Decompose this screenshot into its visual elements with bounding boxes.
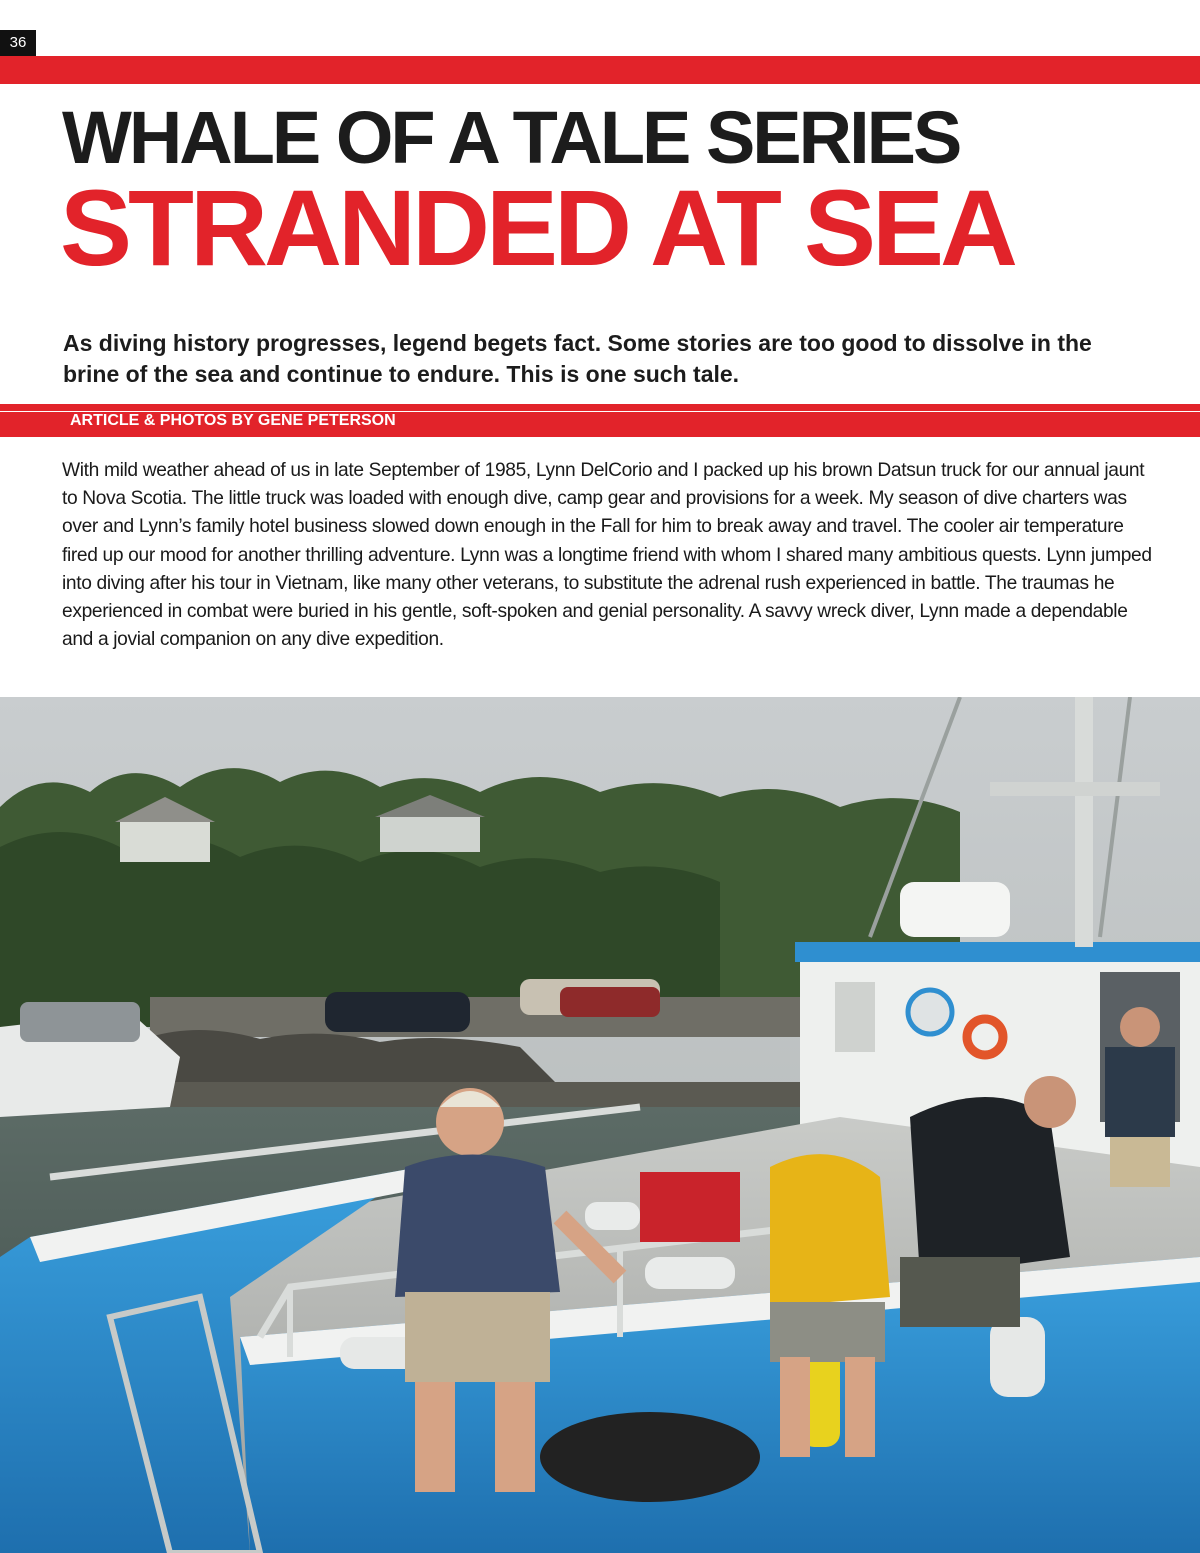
byline: ARTICLE & PHOTOS BY GENE PETERSON [70,412,396,429]
top-red-rule [0,56,1200,84]
dive-boat-photo [0,697,1200,1553]
photo-illustration [0,697,1200,1553]
page-number: 36 [0,30,36,56]
article-title: STRANDED AT SEA [60,167,1015,288]
article-deck: As diving history progresses, legend begets fact. Some stories are too good to dissolve in the brine of the sea and continue to endure. This is one such tale. [63,330,1092,387]
article-body: With mild weather ahead of us in late September of 1985, Lynn DelCorio and I packed up his brown Datsun truck for our annual jaunt to Nova Scotia. The little truck was loaded with enough dive, camp gear and provisions for a week. My season of dive charters was over and Lynn’s family hotel business slowed down enough in the Fall for him to break away and travel. The cooler air temperature fired up our mood for another thrilling adventure. Lynn was a longtime friend with whom I shared many ambitious quests. Lynn jumped into diving after his tour in Vietnam, like many other veterans, to substitute the adrenal rush experienced in battle. The traumas he experienced in combat were buried in his gentle, soft-spoken and genial personality. A savvy wreck diver, Lynn made a dependable and a jovial companion on any dive expedition. [62,460,1152,651]
series-title: WHALE OF A TALE SERIES [62,96,960,179]
